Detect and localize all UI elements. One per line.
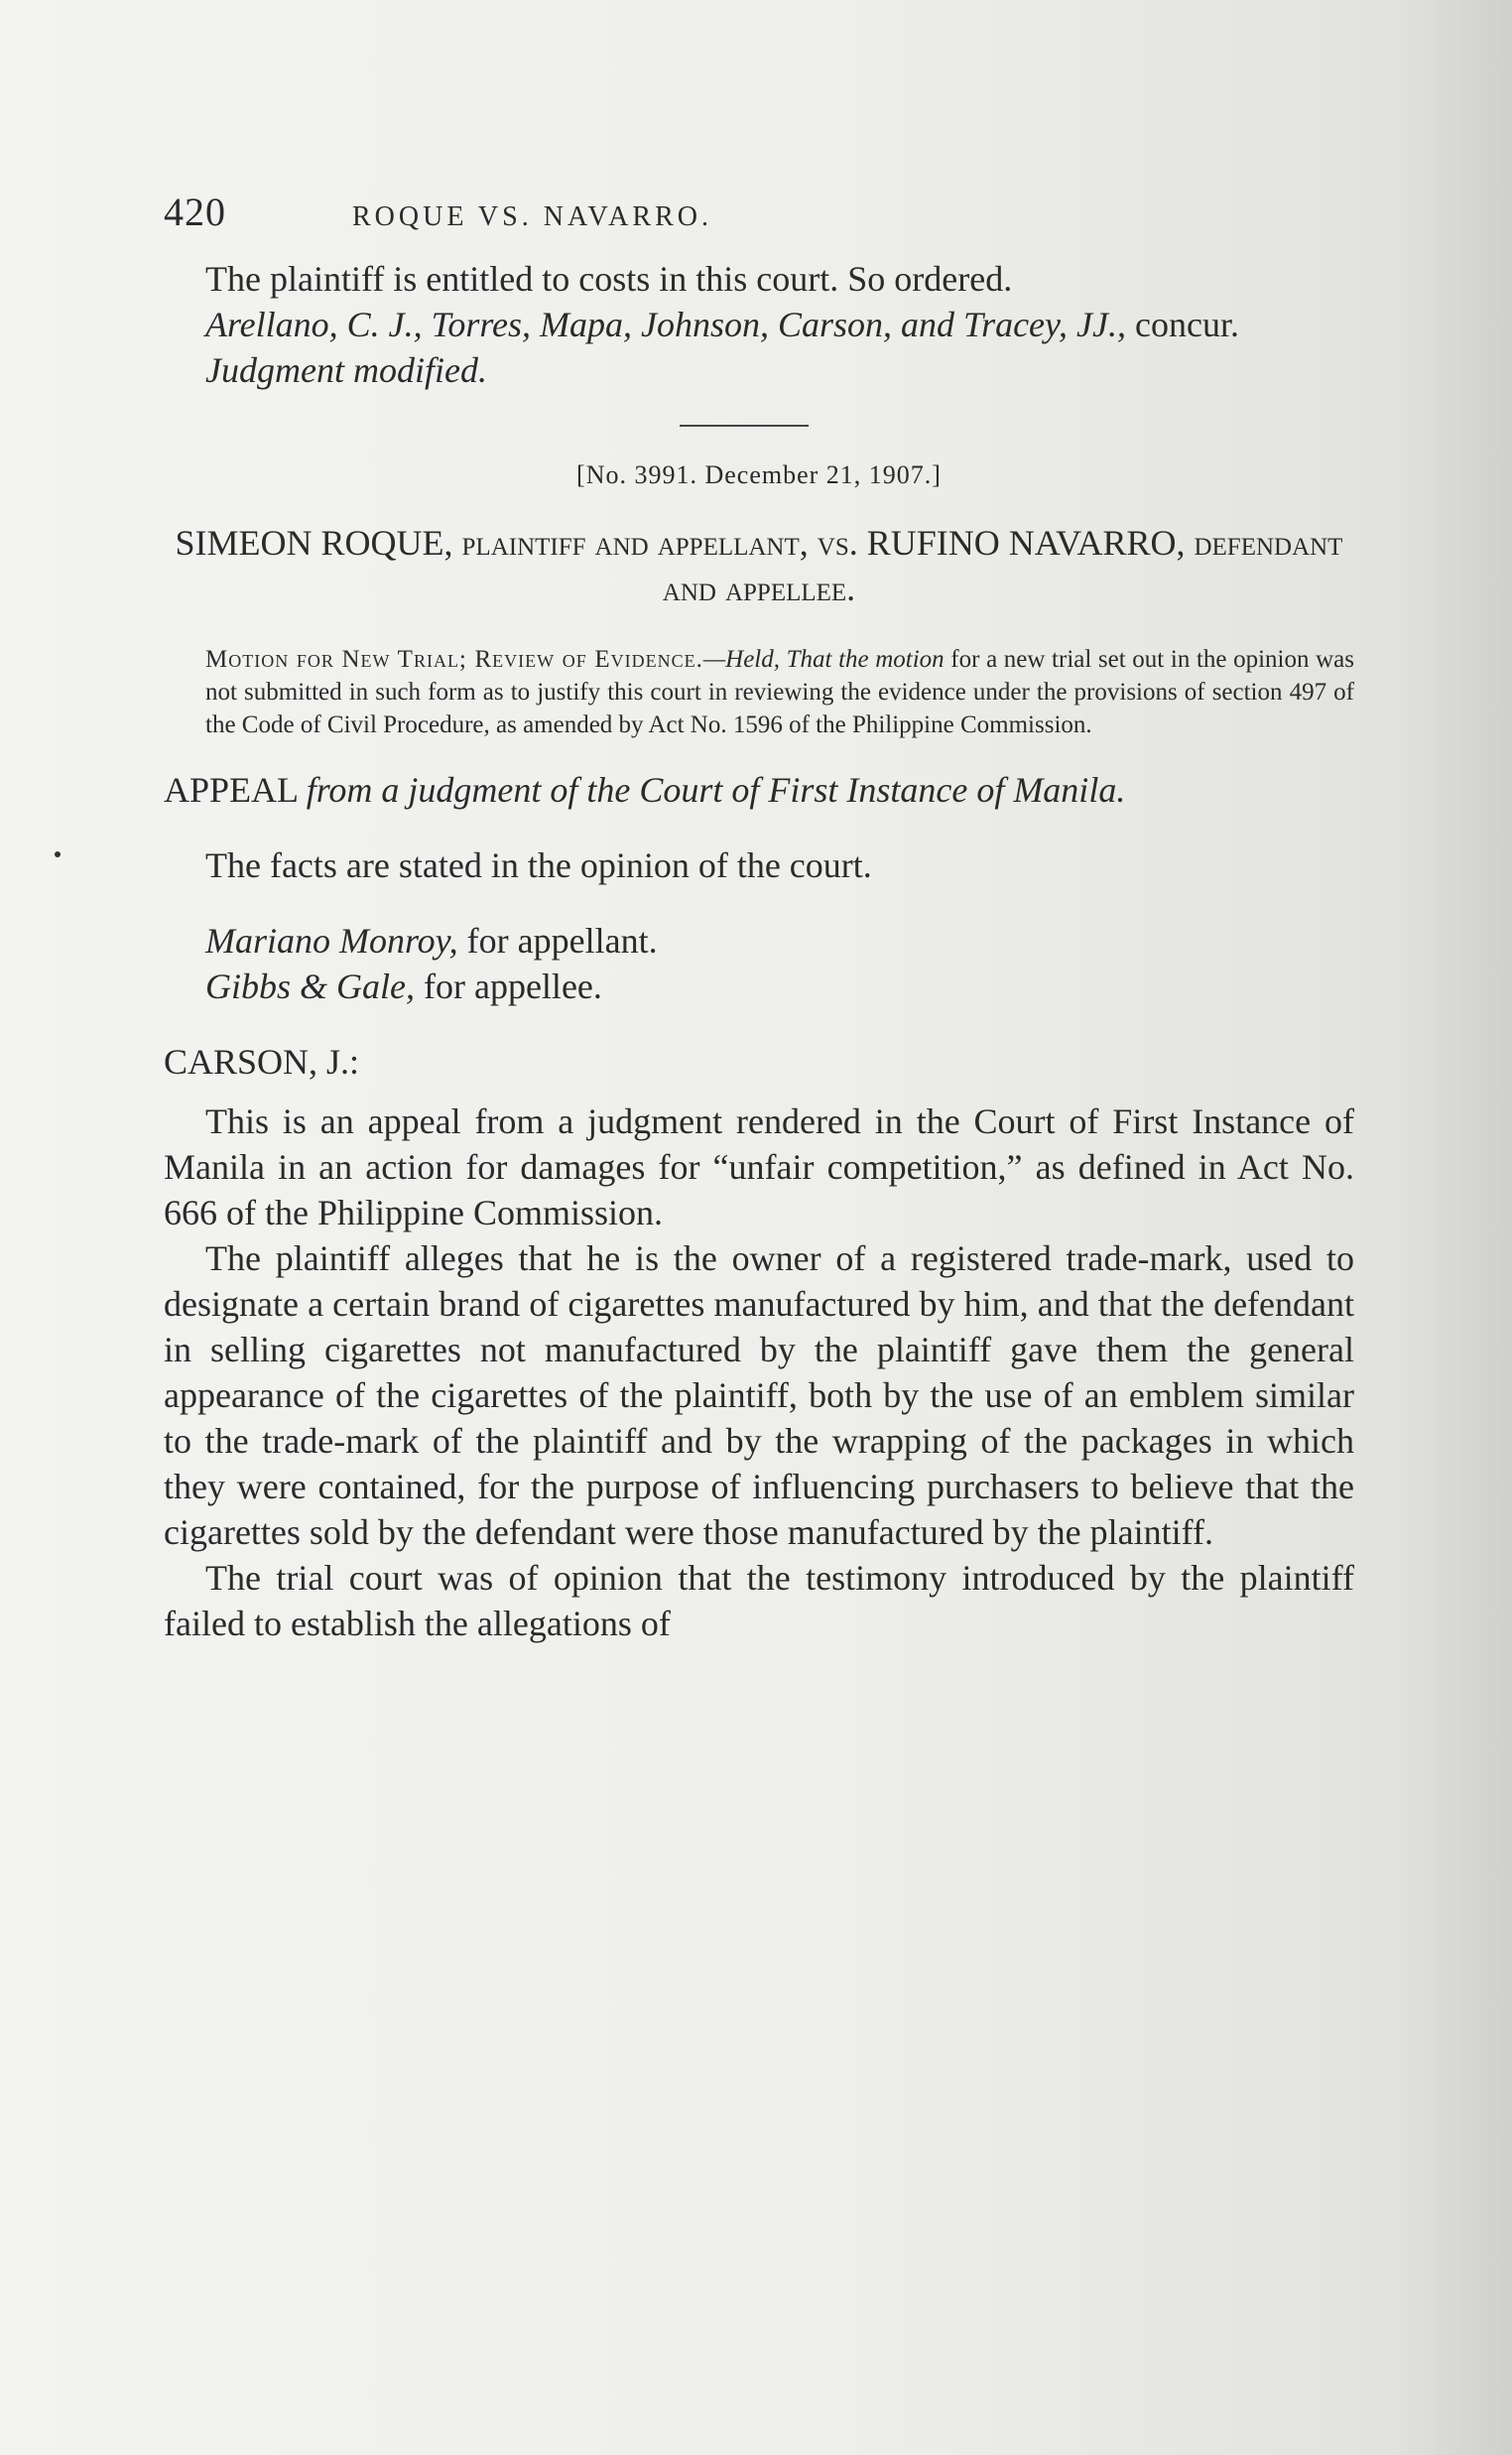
concurrence — [164, 302, 1354, 347]
appellee-counsel-role: for appellee. — [424, 967, 602, 1006]
appellant-counsel-name: Mariano Monroy, — [205, 921, 458, 961]
appellant-counsel-role: for appellant. — [466, 921, 658, 961]
appeal-word: APPEAL — [164, 770, 298, 810]
judgment-disposition: Judgment modified. — [205, 350, 487, 390]
margin-dot — [55, 851, 61, 857]
opinion-paragraph: The trial court was of opinion that the testimony introduced by the plaintiff failed to establish the allegations of — [164, 1558, 1354, 1643]
docket-line: [No. 3991. December 21, 1907.] — [576, 460, 942, 489]
syllabus-body: for a new trial set out in the opinion was not submitted in such form as to justify this court in reviewing the evidence under the provisions of section 497 of the Code of Civil Procedure, as amended by Act No. 1596 of the Philippine Commission. — [205, 646, 1354, 738]
syllabus — [164, 643, 1354, 741]
opinion-paragraph: The plaintiff alleges that he is the owner of a registered trade-mark, used to designate a certain brand of cigarettes manufactured by him, and that the defendant in selling cigarettes not manufactured by the plaintiff gave them the general appearance of the cigarettes of the plaintiff, both by the use of an emblem similar to the trade-mark of the plaintiff and by the wrapping of the packages in which they were contained, for the purpose of influencing purchasers to believe that the cigarettes sold by the defendant were those manufactured by the plaintiff. — [164, 1238, 1354, 1552]
section-divider — [680, 425, 809, 427]
syllabus-held: —Held, That the motion — [702, 646, 945, 673]
counsel-appellee — [164, 964, 1354, 1009]
running-title: ROQUE VS. NAVARRO. — [352, 201, 712, 232]
opinion-paragraph: This is an appeal from a judgment rendered in the Court of First Instance of Manila in an action for damages for “unfair competition,” as defined in Act No. 666 of the Philippine Commission. — [164, 1101, 1354, 1232]
appellee-counsel-name: Gibbs & Gale, — [205, 967, 415, 1006]
case-parties: SIMEON ROQUE, plaintiff and appellant, vs. RUFINO NAVARRO, defendant and appellee. — [175, 523, 1343, 608]
appeal-description: from a judgment of the Court of First Instance of Manila. — [306, 770, 1126, 810]
opinion-author: CARSON, J.: — [164, 1042, 360, 1082]
appeal-line — [164, 767, 1354, 813]
concurring-justices: Arellano, C. J., Torres, Mapa, Johnson, Carson, and Tracey, JJ., — [205, 305, 1126, 344]
page-content — [164, 189, 1354, 1646]
facts-statement: The facts are stated in the opinion of the court. — [205, 845, 872, 885]
page-number: 420 — [164, 190, 226, 234]
concur-word: concur. — [1134, 305, 1239, 344]
counsel-appellant — [164, 918, 1354, 964]
costs-order: The plaintiff is entitled to costs in this court. So ordered. — [205, 259, 1013, 299]
page-header — [164, 189, 1354, 238]
syllabus-heading: Motion for New Trial; Review of Evidence. — [205, 646, 703, 673]
